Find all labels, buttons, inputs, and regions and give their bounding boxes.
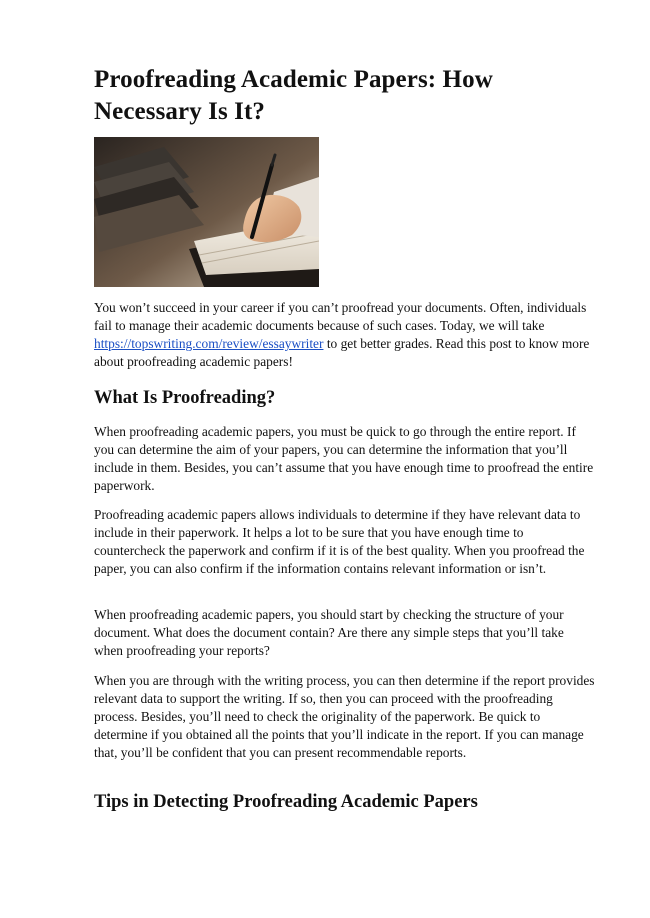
writing-hand-photo bbox=[94, 137, 319, 287]
body-paragraph: When proofreading academic papers, you must be quick to go through the entire report. If you can determine the aim of your papers, you can determine the information that you’ll include in them. Besides, you can’t assume that you have enough time to proofread the entire paperwork. bbox=[94, 424, 594, 493]
intro-paragraph bbox=[94, 299, 596, 371]
intro-text-end: to get better grades. Read this post to know more about proofreading academic papers! bbox=[94, 336, 590, 369]
body-paragraph: Proofreading academic papers allows individuals to determine if they have relevant data to include in their paperwork. It helps a lot to be sure that you have enough time to countercheck the paperwork and confirm if it is of the best quality. When you proofread the paper, you can also confirm if the information contains relevant information or isn’t. bbox=[94, 507, 585, 576]
body-paragraph: When proofreading academic papers, you should start by checking the structure of your document. What does the document contain? Are there any simple steps that you’ll take when proofreading your reports? bbox=[94, 607, 564, 658]
essaywriter-review-link[interactable]: https://topswriting.com/review/essaywriter bbox=[94, 336, 324, 351]
body-paragraph: When you are through with the writing process, you can then determine if the report provides relevant data to support the writing. If so, then you can proceed with the proofreading process. Besides, you’ll need to check the originality of the paperwork. Be quick to determine if you obtained all the points that you’ll indicate in the report. If you can manage that, you’ll be confident that you can present recommendable reports. bbox=[94, 673, 595, 760]
section-heading-tips: Tips in Detecting Proofreading Academic Papers bbox=[94, 792, 478, 812]
intro-text: You won’t succeed in your career if you can’t proofread your documents. Often, individuals fail to manage their academic documents because of such cases. Today, we will take bbox=[94, 300, 587, 333]
section-heading-what-is: What Is Proofreading? bbox=[94, 388, 276, 408]
page-title: Proofreading Academic Papers: How Necessary Is It? bbox=[94, 66, 493, 125]
